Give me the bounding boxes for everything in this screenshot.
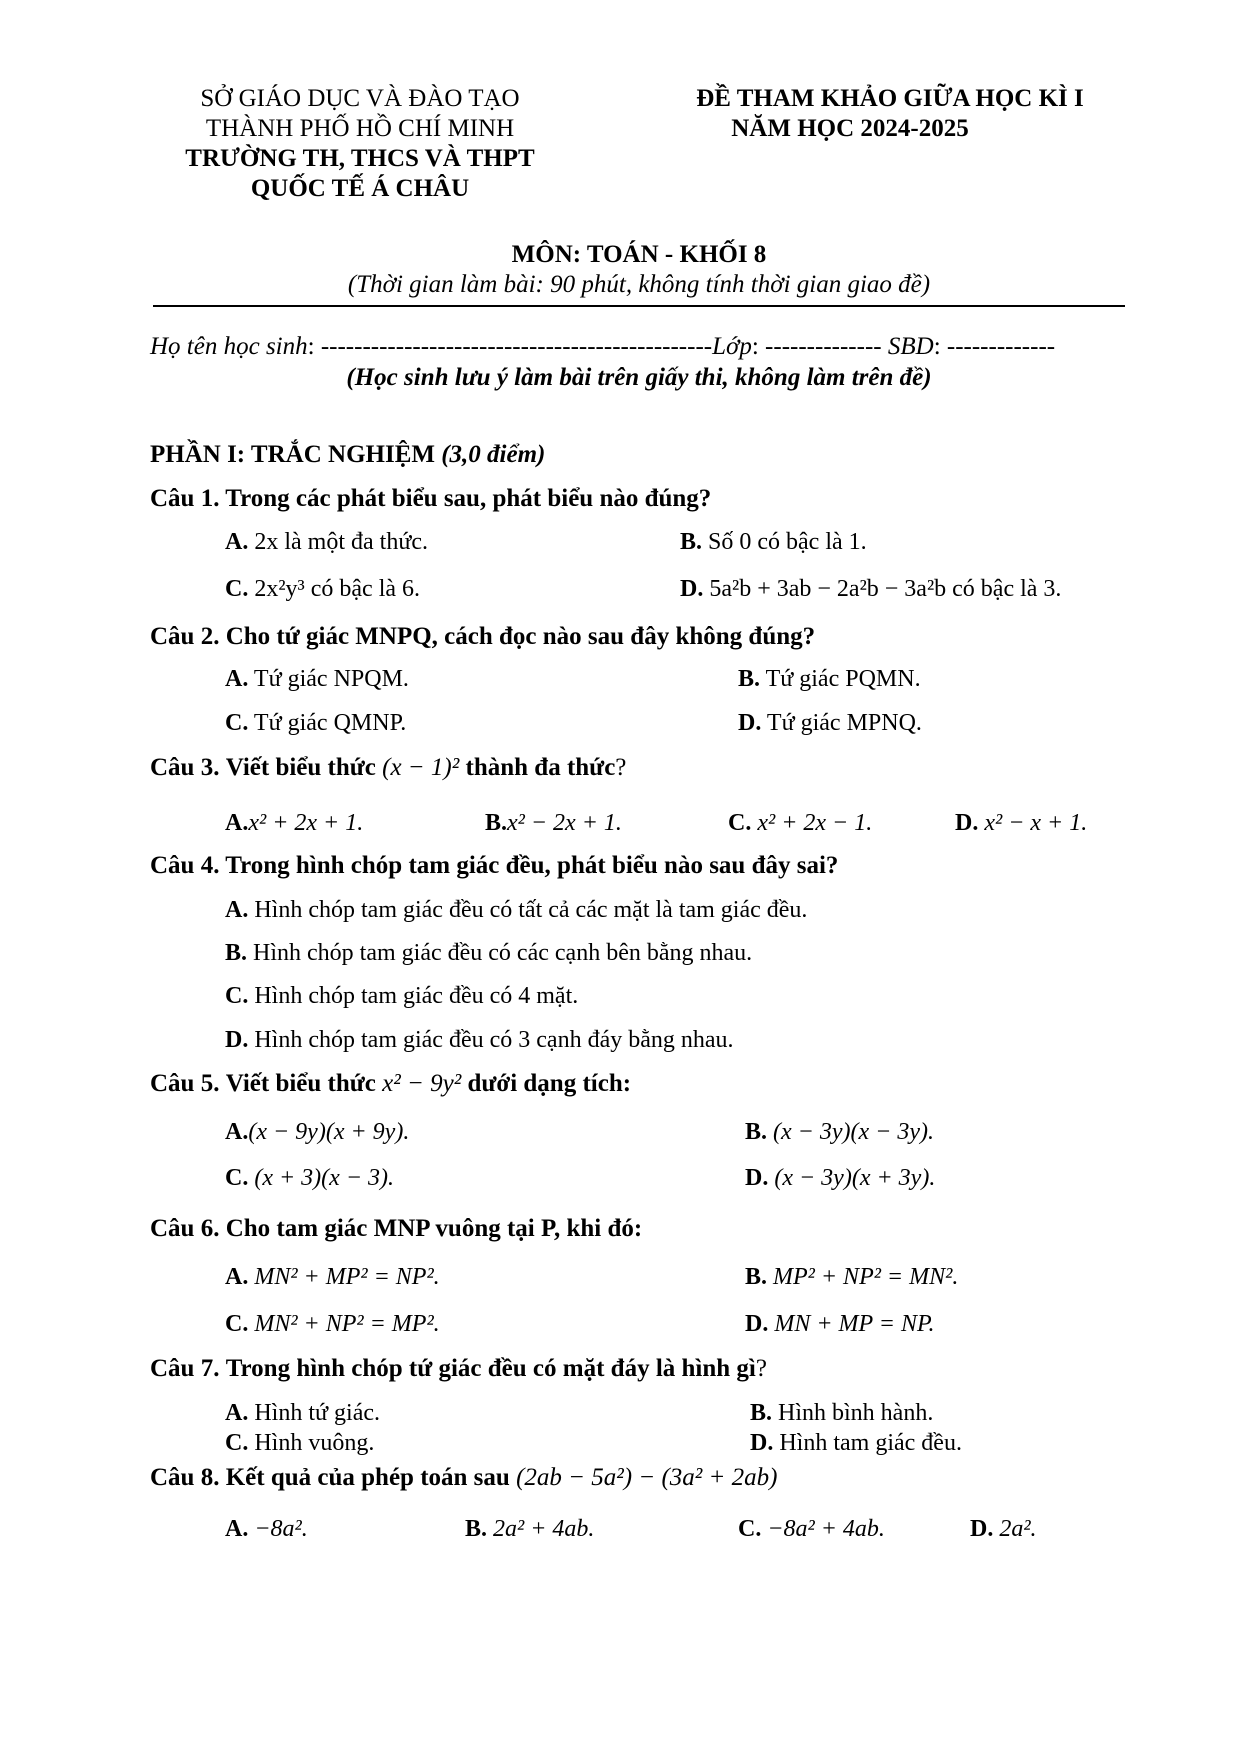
- option-b: B. Hình bình hành.: [750, 1400, 934, 1426]
- name-blank: : -----------------------------------------------: [307, 333, 713, 360]
- question-text: Trong hình chóp tứ giác đều có mặt đáy là hình gì: [225, 1355, 756, 1382]
- subject-title: MÔN: TOÁN - KHỐI 8: [511, 241, 767, 268]
- exam-title: ĐỀ THAM KHẢO GIỮA HỌC KÌ I: [696, 85, 1084, 112]
- question-1: [150, 484, 711, 514]
- option-text: Hình chóp tam giác đều có tất cả các mặt là tam giác đều.: [254, 897, 808, 923]
- option-d: D. Hình chóp tam giác đều có 3 cạnh đáy bằng nhau.: [225, 1027, 734, 1053]
- question-label: Câu 5.: [150, 1070, 220, 1097]
- question-label: Câu 3.: [150, 754, 220, 781]
- sbd-blank: : -------------: [933, 333, 1056, 360]
- question-expression: (2ab − 5a²) − (3a² + 2ab): [516, 1464, 778, 1491]
- question-text: Trong hình chóp tam giác đều, phát biểu nào sau đây sai?: [225, 852, 839, 879]
- question-label: Câu 2.: [150, 623, 220, 650]
- option-d: D. x² − x + 1.: [955, 810, 1088, 836]
- option-a: A.(x − 9y)(x + 9y).: [225, 1119, 410, 1145]
- question-text: Viết biểu thức: [225, 1070, 376, 1097]
- sbd-label: SBD: [887, 333, 934, 360]
- option-c: C. Hình vuông.: [225, 1430, 375, 1456]
- option-text: −8a² + 4ab.: [767, 1516, 885, 1542]
- option-text: MN² + NP² = MP².: [254, 1311, 440, 1337]
- option-text: MP² + NP² = MN².: [773, 1264, 959, 1290]
- answer-sheet-note: (Học sinh lưu ý làm bài trên giấy thi, không làm trên đề): [346, 364, 932, 391]
- question-6: [150, 1214, 642, 1244]
- department-name: SỞ GIÁO DỤC VÀ ĐÀO TẠO: [200, 85, 520, 112]
- option-text: 5a²b + 3ab − 2a²b − 3a²b có bậc là 3.: [709, 576, 1062, 602]
- option-a: A. 2x là một đa thức.: [225, 529, 428, 555]
- option-b: B.x² − 2x + 1.: [485, 810, 622, 836]
- option-text: Số 0 có bậc là 1.: [708, 529, 867, 555]
- option-c: C. −8a² + 4ab.: [738, 1516, 885, 1542]
- option-b: B. Tứ giác PQMN.: [738, 666, 921, 692]
- option-text: −8a².: [254, 1516, 308, 1542]
- question-label: Câu 7.: [150, 1355, 220, 1382]
- name-label: Họ tên học sinh: [150, 333, 308, 360]
- school-name-line2: QUỐC TẾ Á CHÂU: [250, 175, 470, 202]
- option-text: Hình chóp tam giác đều có 3 cạnh đáy bằng nhau.: [254, 1027, 734, 1053]
- option-text: Hình chóp tam giác đều có các cạnh bên bằng nhau.: [253, 940, 753, 966]
- option-text: MN + MP = NP.: [774, 1311, 935, 1337]
- option-c: C. Tứ giác QMNP.: [225, 710, 407, 736]
- question-text: Cho tam giác MNP vuông tại P, khi đó:: [225, 1215, 643, 1242]
- question-text-after: dưới dạng tích:: [467, 1070, 632, 1097]
- question-expression: (x − 1)²: [382, 754, 460, 781]
- question-2: [150, 622, 815, 652]
- question-5: [150, 1069, 631, 1099]
- option-text: (x − 3y)(x + 3y).: [774, 1165, 936, 1191]
- option-text: Tứ giác PQMN.: [765, 666, 921, 692]
- question-text: Trong các phát biểu sau, phát biểu nào đúng?: [225, 485, 712, 512]
- option-c: C. 2x²y³ có bậc là 6.: [225, 576, 421, 602]
- question-mark: ?: [755, 1355, 767, 1382]
- option-a: A. MN² + MP² = NP².: [225, 1264, 440, 1290]
- option-text: 2a².: [999, 1516, 1037, 1542]
- option-text: Tứ giác QMNP.: [253, 710, 407, 736]
- option-d: D. MN + MP = NP.: [745, 1311, 935, 1337]
- option-a: A. −8a².: [225, 1516, 308, 1542]
- option-d: D. (x − 3y)(x + 3y).: [745, 1165, 936, 1191]
- option-text: (x + 3)(x − 3).: [254, 1165, 395, 1191]
- option-text: Hình bình hành.: [778, 1400, 934, 1426]
- option-text: Hình chóp tam giác đều có 4 mặt.: [254, 983, 579, 1009]
- question-label: Câu 6.: [150, 1215, 220, 1242]
- option-a: A.x² + 2x + 1.: [225, 810, 364, 836]
- option-text: Hình tam giác đều.: [779, 1430, 962, 1456]
- option-text: Tứ giác MPNQ.: [766, 710, 922, 736]
- header-divider: [153, 305, 1125, 307]
- option-d: D. Tứ giác MPNQ.: [738, 710, 922, 736]
- section-points: (3,0 điểm): [441, 441, 546, 468]
- option-c: C. x² + 2x − 1.: [728, 810, 873, 836]
- option-b: B. MP² + NP² = MN².: [745, 1264, 959, 1290]
- question-3: [150, 753, 626, 783]
- option-c: C. (x + 3)(x − 3).: [225, 1165, 395, 1191]
- option-text: (x − 9y)(x + 9y).: [248, 1119, 410, 1145]
- option-text: Hình vuông.: [254, 1430, 375, 1456]
- question-label: Câu 1.: [150, 485, 220, 512]
- option-d: D. 2a².: [970, 1516, 1037, 1542]
- option-c: C. Hình chóp tam giác đều có 4 mặt.: [225, 983, 579, 1009]
- option-text: x² − 2x + 1.: [507, 810, 622, 836]
- option-text: Hình tứ giác.: [254, 1400, 380, 1426]
- option-text: x² + 2x − 1.: [757, 810, 873, 836]
- school-name-line1: TRƯỜNG TH, THCS VÀ THPT: [185, 145, 535, 172]
- option-a: A. Hình chóp tam giác đều có tất cả các mặt là tam giác đều.: [225, 897, 808, 923]
- question-label: Câu 4.: [150, 852, 220, 879]
- question-expression: x² − 9y²: [382, 1070, 462, 1097]
- option-text: 2x là một đa thức.: [254, 529, 428, 555]
- option-text: (x − 3y)(x − 3y).: [773, 1119, 934, 1145]
- option-a: A. Hình tứ giác.: [225, 1400, 380, 1426]
- question-mark: ?: [615, 754, 627, 781]
- question-7: [150, 1354, 767, 1384]
- option-text: 2x²y³ có bậc là 6.: [254, 576, 421, 602]
- question-text: Kết quả của phép toán sau: [225, 1464, 510, 1491]
- question-text: Cho tứ giác MNPQ, cách đọc nào sau đây không đúng?: [225, 623, 816, 650]
- class-blank: : --------------: [751, 333, 882, 360]
- option-d: D. 5a²b + 3ab − 2a²b − 3a²b có bậc là 3.: [680, 576, 1062, 602]
- student-info-line: [150, 332, 1055, 362]
- option-text: MN² + MP² = NP².: [254, 1264, 440, 1290]
- section-name: PHẦN I: TRẮC NGHIỆM: [150, 441, 435, 468]
- option-b: B. Hình chóp tam giác đều có các cạnh bên bằng nhau.: [225, 940, 753, 966]
- option-text: x² − x + 1.: [984, 810, 1088, 836]
- section-title: [150, 440, 545, 470]
- question-text-after: thành đa thức: [465, 754, 616, 781]
- option-b: B. Số 0 có bậc là 1.: [680, 529, 867, 555]
- city-name: THÀNH PHỐ HỒ CHÍ MINH: [205, 115, 515, 142]
- option-c: C. MN² + NP² = MP².: [225, 1311, 440, 1337]
- option-text: Tứ giác NPQM.: [253, 666, 409, 692]
- question-4: [150, 851, 838, 881]
- option-text: x² + 2x + 1.: [248, 810, 364, 836]
- school-year: NĂM HỌC 2024-2025: [731, 115, 969, 142]
- question-text: Viết biểu thức: [225, 754, 376, 781]
- class-label: Lớp: [712, 333, 752, 360]
- option-text: 2a² + 4ab.: [493, 1516, 595, 1542]
- question-8: [150, 1463, 777, 1493]
- time-note: (Thời gian làm bài: 90 phút, không tính thời gian giao đề): [347, 271, 931, 298]
- option-d: D. Hình tam giác đều.: [750, 1430, 962, 1456]
- question-label: Câu 8.: [150, 1464, 220, 1491]
- option-b: B. (x − 3y)(x − 3y).: [745, 1119, 934, 1145]
- option-b: B. 2a² + 4ab.: [465, 1516, 595, 1542]
- option-a: A. Tứ giác NPQM.: [225, 666, 409, 692]
